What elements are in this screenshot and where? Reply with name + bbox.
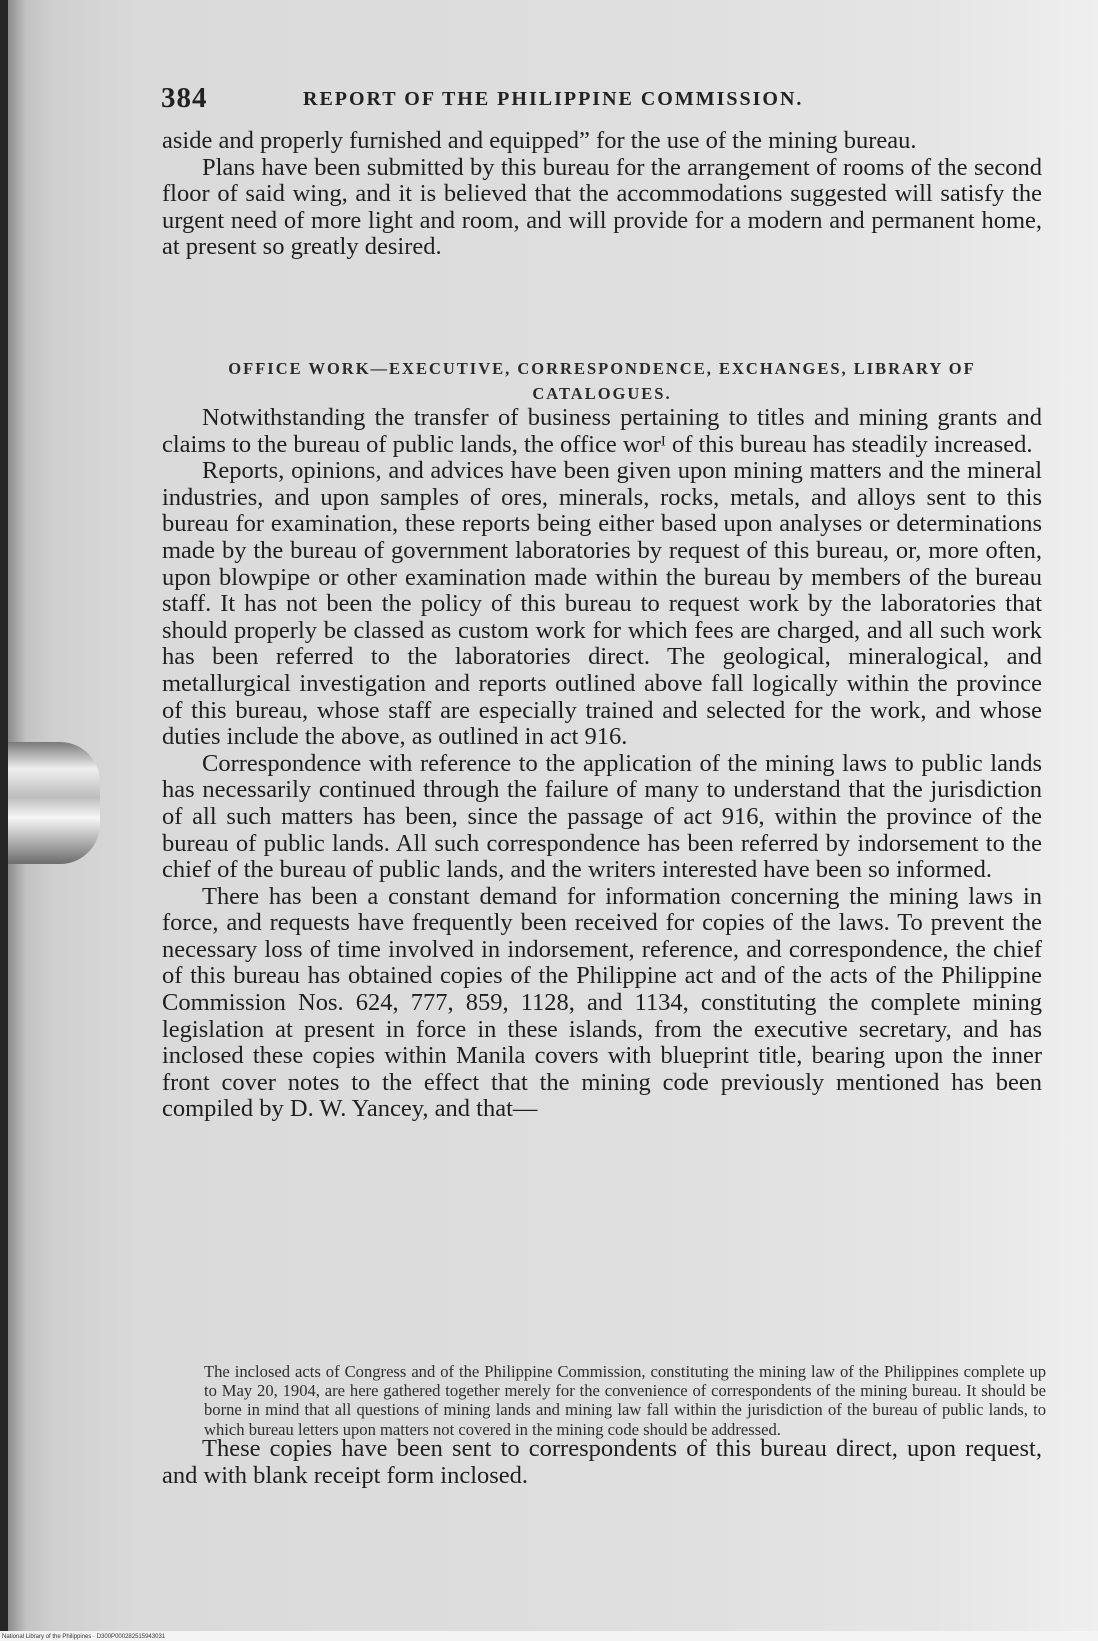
- footer-credit: National Library of the Philippines · D300P000282515943031: [2, 1634, 166, 1640]
- correspondence-paragraph: Correspondence with reference to the application of the mining laws to public lands has necessarily continued through the failure of many to understand that the jurisdiction of all such matters has been, since the passage of act 916, within the province of the bureau of public lands. All such correspondence has been referred by indorsement to the chief of the bureau of public lands, and the writers interested have been so informed.: [162, 749, 1042, 884]
- plans-paragraph: Plans have been submitted by this bureau for the arrangement of rooms of the second floor of said wing, and it is believed that the accommodations suggested will satisfy the urgent need of more light and room, and will provide for a modern and permanent home, at present so greatly desired.: [162, 153, 1042, 261]
- page-header: [161, 82, 1041, 118]
- section-heading: OFFICE WORK—EXECUTIVE, CORRESPONDENCE, EXCHANGES, LIBRARY OF CATALOGUES.: [228, 359, 976, 403]
- document-page: [8, 0, 1098, 1641]
- demand-paragraph: There has been a constant demand for information concerning the mining laws in force, and requests have frequently been received for copies of the laws. To prevent the necessary loss of time involved in indorsement, reference, and correspondence, the chief of this bureau has obtained copies of the Philippine act and of the acts of the Philippine Commission Nos. 624, 777, 859, 1128, and 1134, constituting the complete mining legislation at present in force in these islands, from the executive secretary, and has inclosed these copies within Manila covers with blueprint title, bearing upon the inner front cover notes to the effect that the mining code previously mentioned has been compiled by D. W. Yancey, and that—: [162, 882, 1042, 1123]
- scan-footer-strip: [0, 1631, 1098, 1641]
- page-number: 384: [161, 82, 208, 114]
- continuation-paragraph: aside and properly furnished and equipped” for the use of the mining bureau.: [162, 127, 917, 154]
- text-block-final: [162, 1436, 1042, 1489]
- text-block-main: [162, 405, 1042, 1123]
- notwithstanding-paragraph: Notwithstanding the transfer of business pertaining to titles and mining grants and claims to the bureau of public lands, the office worᴵ of this bureau has steadily increased.: [162, 404, 1042, 458]
- block-quote: The inclosed acts of Congress and of the Philippine Commission, constituting the mining law of the Philippines complete up to May 20, 1904, are here gathered together merely for the convenience of correspondents of the mining bureau. It should be borne in mind that all questions of mining lands and mining law fall within the jurisdiction of the bureau of public lands, to which bureau letters upon matters not covered in the mining code should be addressed.: [204, 1362, 1046, 1439]
- reports-paragraph: Reports, opinions, and advices have been given upon mining matters and the mineral industries, and upon samples of ores, minerals, rocks, metals, and alloys sent to this bureau for examination, these reports being either based upon analyses or determinations made by the bureau of government laboratories by request of this bureau, or, more often, upon blowpipe or other examination made within the bureau by members of the bureau staff. It has not been the policy of this bureau to request work by the laboratories that should properly be classed as custom work for which fees are charged, and all such work has been referred to the laboratories direct. The geological, mineralogical, and metallurgical investigation and reports outlined above fall logically within the province of this bureau, whose staff are especially trained and selected for the work, and whose duties include the above, as outlined in act 916.: [162, 457, 1042, 751]
- binder-clip: [8, 742, 100, 864]
- text-block-top: [162, 128, 1042, 261]
- final-paragraph: These copies have been sent to correspondents of this bureau direct, upon request, and with blank receipt form inclosed.: [162, 1435, 1042, 1489]
- running-head: REPORT OF THE PHILIPPINE COMMISSION.: [303, 88, 804, 110]
